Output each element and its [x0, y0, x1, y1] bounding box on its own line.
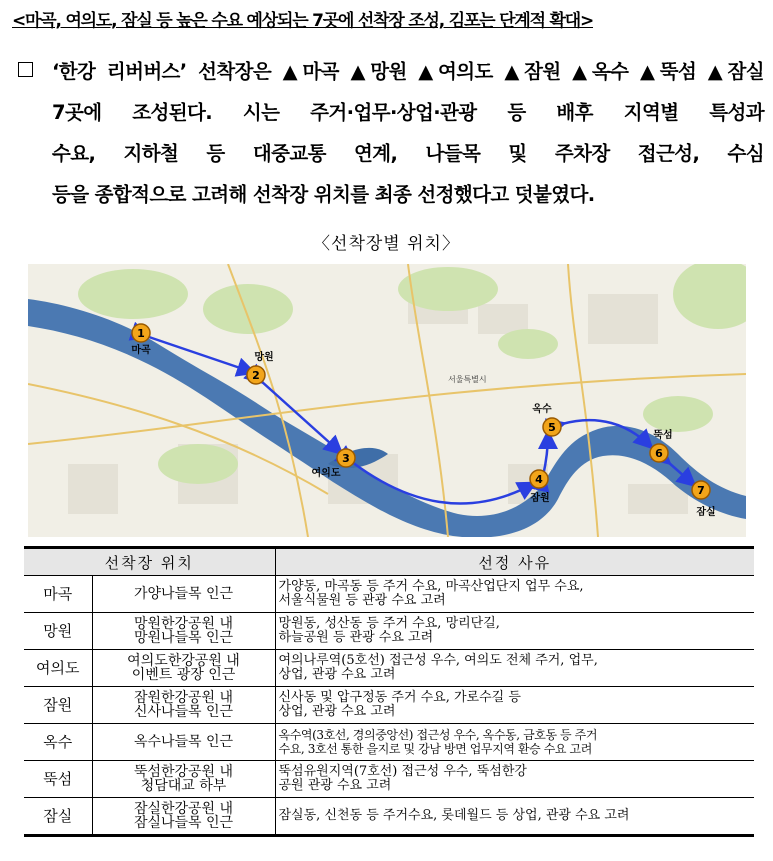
- section-heading: <마곡, 여의도, 잠실 등 높은 수요 예상되는 7곳에 선착장 조성, 김포는 단계적 확대>: [12, 11, 593, 31]
- table-row: [24, 613, 754, 650]
- site-name: 뚝섬: [24, 761, 92, 798]
- site-name: 여의도: [24, 650, 92, 687]
- table-row: [24, 576, 754, 613]
- table-row: [24, 650, 754, 687]
- site-location: 잠실한강공원 내 잠실나들목 인근: [92, 798, 275, 836]
- header-location: 선착장 위치: [24, 548, 275, 576]
- station-number: 5: [548, 421, 556, 434]
- table-row: [24, 724, 754, 761]
- site-location: 뚝섬한강공원 내 청담대교 하부: [92, 761, 275, 798]
- paragraph-line: 수요, 지하철 등 대중교통 연계, 나들목 및 주차장 접근성, 수심: [52, 142, 764, 165]
- site-name: 마곡: [24, 576, 92, 613]
- landmark-label: 서울특별시: [448, 375, 487, 384]
- station-number: 2: [252, 369, 260, 382]
- site-reason: 여의나루역(5호선) 접근성 우수, 여의도 전체 주거, 업무, 상업, 관광 수요 고려: [275, 650, 754, 687]
- station-label: 마곡: [131, 345, 151, 356]
- paragraph-line: 7곳에 조성된다. 시는 주거·업무·상업·관광 등 배후 지역별 특성과: [52, 101, 764, 124]
- station-label: 망원: [254, 352, 274, 363]
- site-name: 잠원: [24, 687, 92, 724]
- station-label: 옥수: [532, 404, 552, 415]
- site-location: 가양나들목 인근: [92, 576, 275, 613]
- station-number: 3: [342, 452, 350, 465]
- station-number: 6: [655, 447, 663, 460]
- station-label: 잠원: [530, 493, 550, 504]
- station-number: 7: [697, 484, 705, 497]
- site-reason: 뚝섬유원지역(7호선) 접근성 우수, 뚝섬한강 공원 관광 수요 고려: [275, 761, 754, 798]
- station-number: 1: [137, 327, 145, 340]
- station-number: 4: [535, 473, 543, 486]
- map-caption: 〈선착장별 위치〉: [313, 234, 460, 254]
- site-location: 옥수나들목 인근: [92, 724, 275, 761]
- station-label: 여의도: [311, 468, 341, 479]
- site-location: 잠원한강공원 내 신사나들목 인근: [92, 687, 275, 724]
- site-location: 망원한강공원 내 망원나들목 인근: [92, 613, 275, 650]
- station-label: 잠실: [696, 507, 716, 518]
- site-reason: 가양동, 마곡동 등 주거 수요, 마곡산업단지 업무 수요, 서울식물원 등 관광 수요 고려: [275, 576, 754, 613]
- site-name: 망원: [24, 613, 92, 650]
- site-name: 잠실: [24, 798, 92, 836]
- site-reason: 신사동 및 압구정동 주거 수요, 가로수길 등 상업, 관광 수요 고려: [275, 687, 754, 724]
- site-location: 여의도한강공원 내 이벤트 광장 인근: [92, 650, 275, 687]
- header-reason: 선정 사유: [275, 548, 754, 576]
- site-table: [24, 546, 754, 837]
- station-map: [28, 264, 746, 537]
- station-label: 뚝섬: [653, 430, 673, 441]
- site-reason: 옥수역(3호선, 경의중앙선) 접근성 우수, 옥수동, 금호동 등 주거 수요, 3호선 통한 을지로 및 강남 방면 업무지역 환승 수요 고려: [275, 724, 754, 761]
- body-paragraph: [52, 51, 764, 215]
- table-row: [24, 687, 754, 724]
- map-svg: [28, 264, 746, 537]
- site-name: 옥수: [24, 724, 92, 761]
- paragraph-line: ‘한강 리버버스’ 선착장은 ▲마곡 ▲망원 ▲여의도 ▲잠원 ▲옥수 ▲뚝섬 ▲잠실: [52, 60, 764, 83]
- table-header-row: [24, 548, 754, 576]
- bullet-box-icon: [18, 62, 33, 77]
- table-row: [24, 761, 754, 798]
- table-row: [24, 798, 754, 836]
- paragraph-line: 등을 종합적으로 고려해 선착장 위치를 최종 선정했다고 덧붙였다.: [52, 183, 595, 206]
- site-reason: 잠실동, 신천동 등 주거수요, 롯데월드 등 상업, 관광 수요 고려: [275, 798, 754, 836]
- site-reason: 망원동, 성산동 등 주거 수요, 망리단길, 하늘공원 등 관광 수요 고려: [275, 613, 754, 650]
